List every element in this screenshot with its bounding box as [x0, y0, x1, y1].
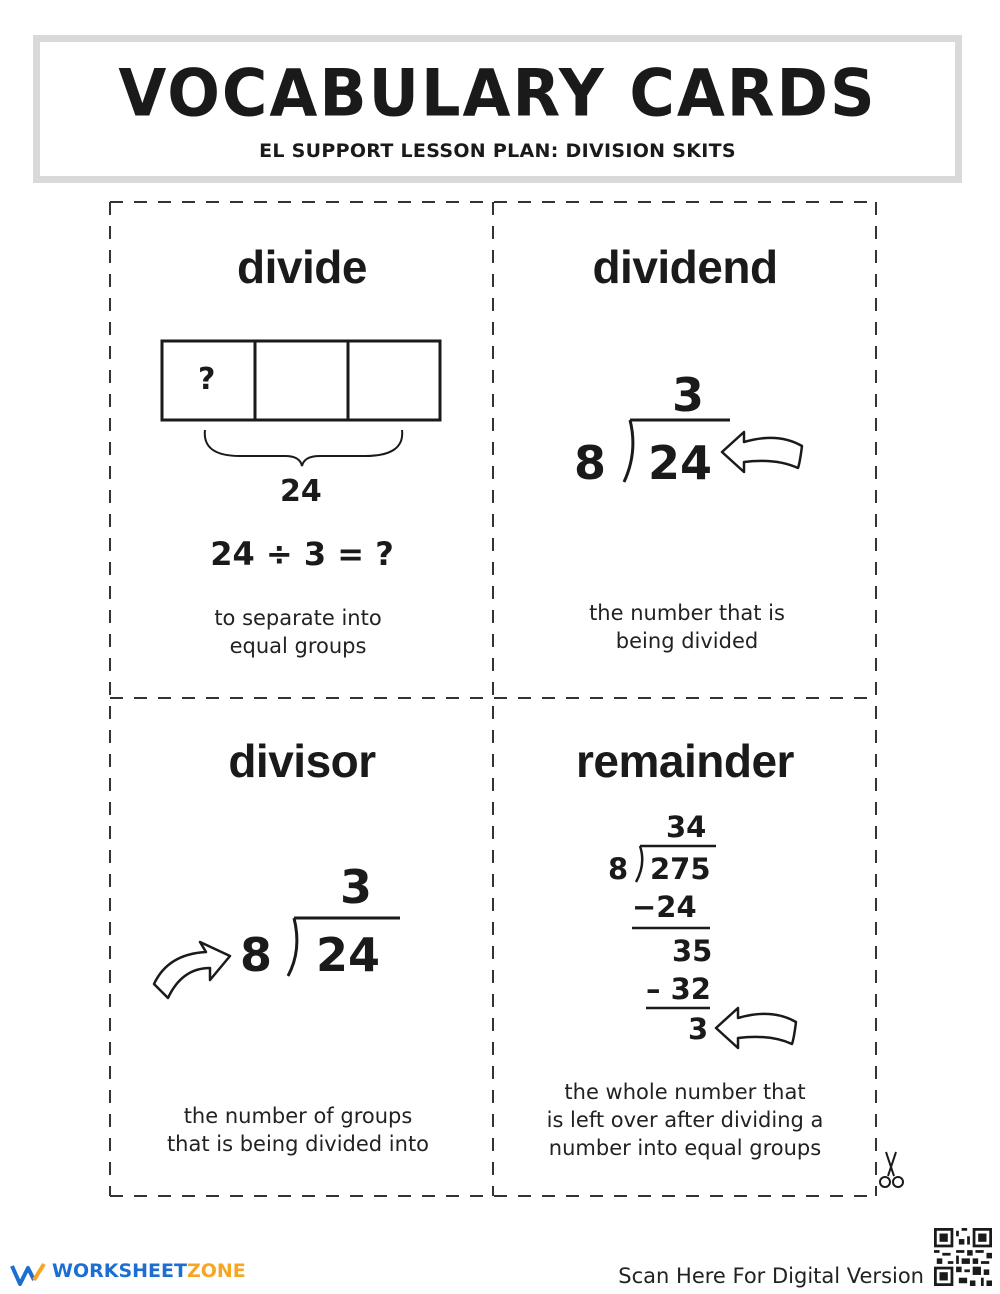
- arrow-icon: [148, 936, 238, 1006]
- footer: [0, 1220, 1000, 1294]
- dividend: 24: [648, 436, 713, 490]
- divisor: 8: [240, 928, 273, 982]
- page-title: VOCABULARY CARDS: [118, 54, 877, 132]
- worksheetzone-logo-icon: [10, 1262, 50, 1286]
- scissors-icon: [876, 1150, 908, 1194]
- definition-divide: [108, 604, 488, 660]
- definition-line: that is being divided into: [166, 1132, 430, 1156]
- card-word-dividend: dividend: [592, 241, 778, 293]
- arrow-icon: [718, 428, 808, 478]
- quotient: 3: [340, 860, 373, 914]
- total-label: 24: [280, 474, 322, 509]
- quotient: 34: [666, 810, 707, 844]
- card-word-remainder: remainder: [576, 735, 794, 787]
- tape-diagram: [150, 330, 460, 480]
- definition-divisor: [108, 1102, 488, 1158]
- definition-line: to separate into: [214, 606, 382, 630]
- quotient: 3: [672, 368, 705, 422]
- card-word-divisor: divisor: [228, 735, 376, 787]
- definition-line: the number of groups: [183, 1104, 413, 1128]
- division-equation: 24 ÷ 3 = ?: [210, 535, 394, 573]
- remainder-value: 3: [688, 1012, 709, 1046]
- dividend: 24: [316, 928, 381, 982]
- dividend: 275: [650, 852, 711, 886]
- arrow-icon: [712, 1004, 802, 1054]
- definition-line: being divided: [615, 629, 759, 653]
- definition-line: is left over after dividing a: [546, 1108, 824, 1132]
- definition-remainder: [495, 1078, 875, 1162]
- definition-dividend: [497, 599, 877, 655]
- divisor: 8: [608, 852, 629, 886]
- brand-logo[interactable]: [52, 1260, 246, 1282]
- subtraction-step-1: −24: [632, 890, 697, 924]
- scan-text: Scan Here For Digital Version: [618, 1264, 924, 1288]
- brand-worksheet: WORKSHEET: [52, 1260, 187, 1282]
- long-division-bracket: [276, 914, 416, 986]
- subtraction-result-1: 35: [672, 934, 713, 968]
- card-word-divide: divide: [237, 241, 367, 293]
- definition-line: the number that is: [589, 601, 785, 625]
- subtraction-step-2: – 32: [646, 972, 711, 1006]
- brand-zone: ZONE: [186, 1260, 246, 1282]
- definition-line: the whole number that: [564, 1080, 806, 1104]
- definition-line: equal groups: [229, 634, 367, 658]
- qr-code-icon[interactable]: [934, 1228, 992, 1286]
- page-subtitle: EL SUPPORT LESSON PLAN: DIVISION SKITS: [259, 140, 736, 162]
- unknown-box-label: ?: [198, 362, 216, 397]
- definition-line: number into equal groups: [548, 1136, 822, 1160]
- divisor: 8: [574, 436, 607, 490]
